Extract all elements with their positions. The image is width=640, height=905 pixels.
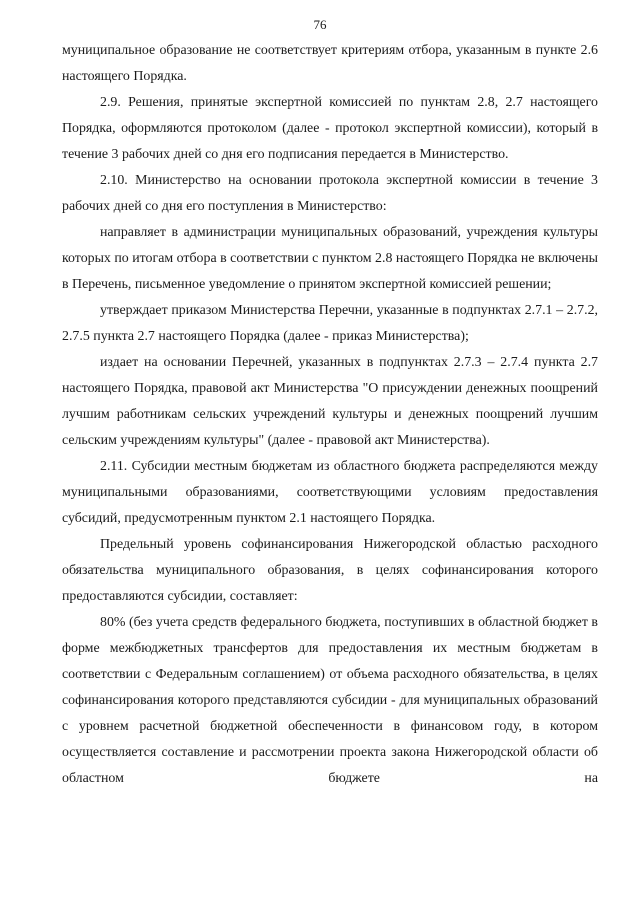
- page-number: 76: [313, 17, 327, 32]
- document-body: [62, 38, 598, 792]
- paragraph-approves-lists: утверждает приказом Министерства Перечни, указанные в подпунктах 2.7.1 – 2.7.2, 2.7.5 пункта 2.7 настоящего Порядка (далее - приказ Министерства);: [62, 303, 598, 344]
- paragraph-cofinancing-level: Предельный уровень софинансирования Нижегородской областью расходного обязательства муниципального образования, в целях софинансирования которого предоставляются субсидии, составляет:: [62, 537, 598, 604]
- paragraph-issues-act: издает на основании Перечней, указанных в подпунктах 2.7.3 – 2.7.4 пункта 2.7 настоящего Порядка, правовой акт Министерства "О присуждении денежных поощрений лучшим работникам сельских учреждений культуры и денежных поощрений лучшим сельским учреждениям культуры" (далее - правовой акт Министерства).: [62, 355, 598, 448]
- paragraph-80-percent: 80% (без учета средств федерального бюджета, поступивших в областной бюджет в форме межбюджетных трансфертов для предоставления их местным бюджетам в соответствии с Федеральным соглашением) от объема расходного обязательства, в целях софинансирования которого представляются субсидии - для муниципальных образований с уровнем расчетной бюджетной обеспеченности в финансовом году, в котором осуществляется составление и рассмотрении проекта закона Нижегородской области об областном бюджете на: [62, 615, 598, 786]
- paragraph-2-10: 2.10. Министерство на основании протокола экспертной комиссии в течение 3 рабочих дней со дня его поступления в Министерство:: [62, 173, 598, 214]
- paragraph-2-11: 2.11. Субсидии местным бюджетам из областного бюджета распределяются между муниципальными образованиями, соответствующими условиям предоставления субсидий, предусмотренным пунктом 2.1 настоящего Порядка.: [62, 459, 598, 526]
- paragraph-2-9: 2.9. Решения, принятые экспертной комиссией по пунктам 2.8, 2.7 настоящего Порядка, оформляются протоколом (далее - протокол экспертной комиссии), который в течение 3 рабочих дней со дня его подписания передается в Министерство.: [62, 95, 598, 162]
- paragraph-sends-notice: направляет в администрации муниципальных образований, учреждения культуры которых по итогам отбора в соответствии с пунктом 2.8 настоящего Порядка не включены в Перечень, письменное уведомление о принятом экспертной комиссией решении;: [62, 225, 598, 292]
- paragraph-1: муниципальное образование не соответствует критериям отбора, указанным в пункте 2.6 настоящего Порядка.: [62, 43, 598, 84]
